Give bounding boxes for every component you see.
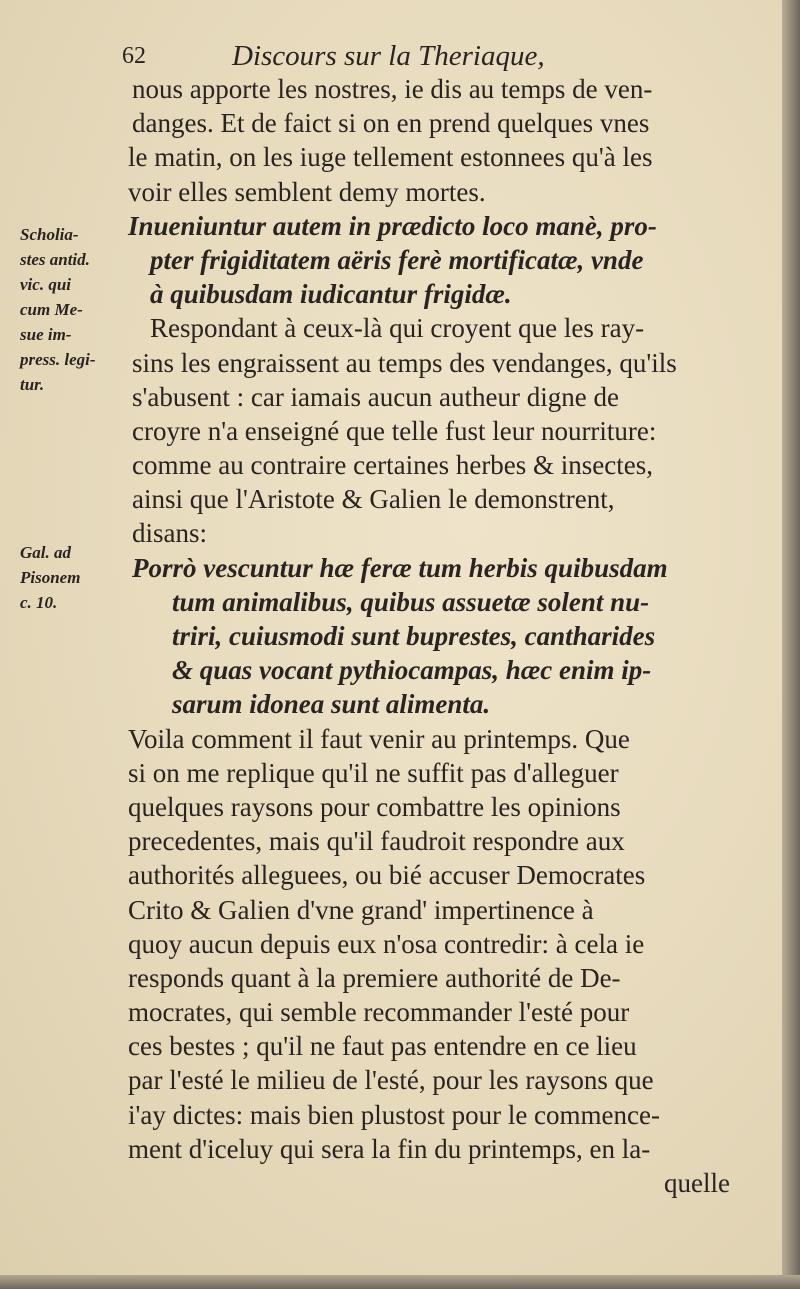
text-line: precedentes, mais qu'il faudroit respondre aux (128, 826, 625, 857)
marginal-note-line: sue im- (20, 325, 72, 344)
marginal-note-line: stes antid. (20, 250, 90, 269)
marginal-note-galen (20, 540, 120, 615)
marginal-note-line: Scholia- (20, 225, 79, 244)
marginal-note-line: press. legi- (20, 350, 96, 369)
text-line: danges. Et de faict si on en prend quelques vnes (132, 108, 650, 139)
text-line: sins les engraissent au temps des vendanges, qu'ils (132, 347, 677, 378)
marginal-note-line: cum Me- (20, 300, 83, 319)
text-line: pter frigiditatem aëris ferè mortificatæ, vnde (150, 244, 644, 275)
text-line: s'abusent : car iamais aucun autheur digne de (132, 381, 619, 412)
page-bottom-edge (0, 1275, 800, 1289)
text-line: authorités alleguees, ou bié accuser Democrates (128, 860, 646, 891)
text-line: i'ay dictes: mais bien plustost pour le commence- (128, 1099, 660, 1130)
text-line: & quas vocant pythiocampas, hæc enim ip- (172, 655, 652, 686)
text-line: responds quant à la premiere authorité de De- (128, 962, 621, 993)
text-line: Porrò vescuntur hæ feræ tum herbis quibusdam (132, 552, 668, 583)
text-line: Inueniuntur autem in prædicto loco manè, pro- (128, 210, 657, 241)
text-line: sarum idonea sunt alimenta. (172, 689, 491, 720)
text-line: tum animalibus, quibus assuetæ solent nu- (172, 586, 650, 617)
text-line: Respondant à ceux-là qui croyent que les ray- (150, 313, 645, 344)
text-line: quoy aucun depuis eux n'osa contredir: à cela ie (128, 928, 645, 959)
text-line: Voila comment il faut venir au printemps. Que (128, 723, 630, 754)
text-line: disans: (132, 518, 208, 549)
text-line: à quibusdam iudicantur frigidæ. (150, 279, 512, 310)
text-line: le matin, on les iuge tellement estonnees qu'à les (128, 142, 653, 173)
text-line: quelques raysons pour combattre les opinions (128, 791, 621, 822)
text-line: ment d'iceluy qui sera la fin du printemps, en la- (128, 1133, 651, 1164)
text-line: triri, cuiusmodi sunt buprestes, cantharides (172, 621, 656, 651)
text-line: croyre n'a enseigné que telle fust leur nourriture: (132, 415, 657, 446)
text-line: nous apporte les nostres, ie dis au temps de ven- (132, 74, 653, 104)
text-line: comme au contraire certaines herbes & insectes, (132, 450, 654, 481)
text-line: ces bestes ; qu'il ne faut pas entendre en ce lieu (128, 1031, 637, 1062)
page-number: 62 (122, 43, 146, 69)
running-title: Discours sur la Theriaque, (232, 40, 545, 72)
marginal-note-line: tur. (20, 375, 45, 394)
marginal-note-line: vic. qui (20, 275, 71, 294)
text-line: Crito & Galien d'vne grand' impertinence à (128, 894, 594, 925)
page-header (122, 36, 602, 76)
text-line: si on me replique qu'il ne suffit pas d'alleguer (128, 757, 619, 788)
text-line: mocrates, qui semble recommander l'esté pour (128, 997, 630, 1028)
marginal-note-line: c. 10. (20, 593, 58, 612)
marginal-note-line: Pisonem (20, 568, 81, 587)
body-text (128, 72, 740, 1200)
text-line: par l'esté le milieu de l'esté, pour les raysons que (128, 1065, 654, 1096)
text-line: ainsi que l'Aristote & Galien le demonstrent, (132, 484, 615, 515)
marginal-note-scholiastes (20, 222, 120, 397)
text-line: quelle (664, 1168, 730, 1198)
text-line: voir elles semblent demy mortes. (128, 176, 486, 207)
marginal-note-line: Gal. ad (20, 543, 71, 562)
page-edge (782, 0, 800, 1289)
